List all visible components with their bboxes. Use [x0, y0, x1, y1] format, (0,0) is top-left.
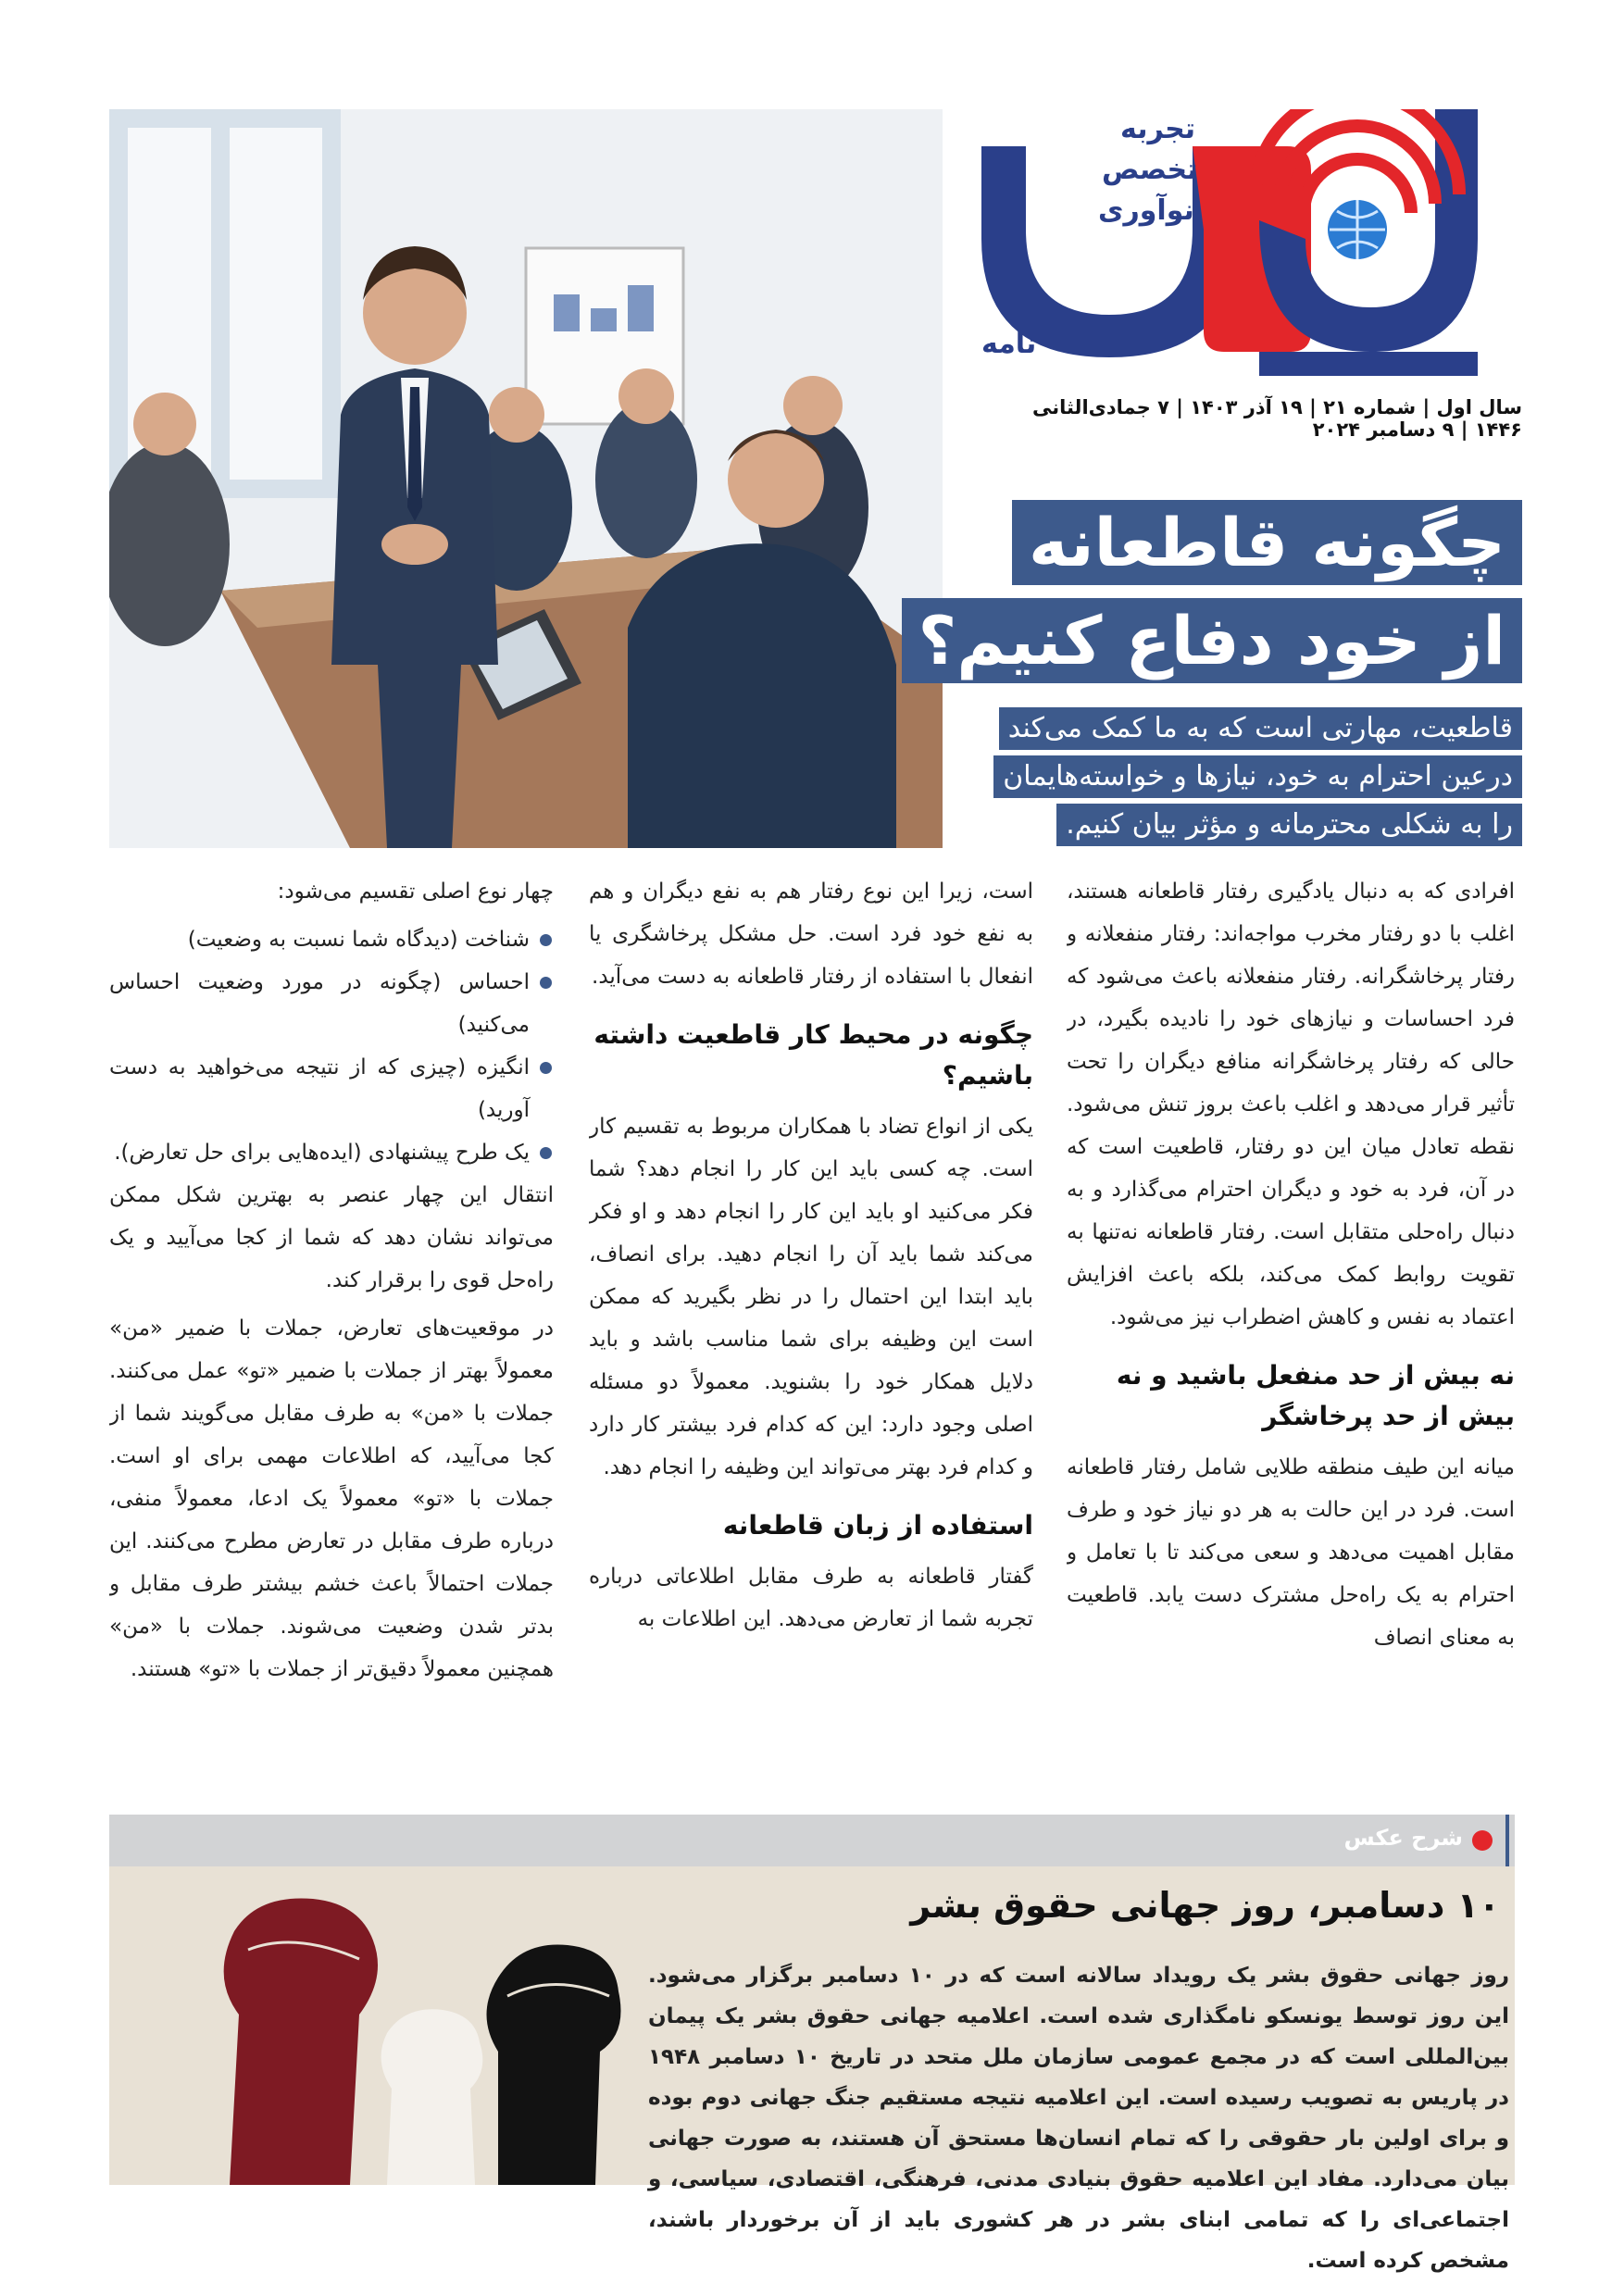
- issue-info: سال اول | شماره ۲۱ | ۱۹ آذر ۱۴۰۳ | ۷ جمادی‌الثانی ۱۴۴۶ | ۹ دسامبر ۲۰۲۴: [1031, 396, 1522, 441]
- logo-mark-icon: [981, 109, 1518, 387]
- caption-tag: [1267, 1815, 1509, 1866]
- logo-tag-expertise: تخصص: [1102, 154, 1198, 186]
- deck-line-3: را به شکلی محترمانه و مؤثر بیان کنیم.: [1056, 804, 1522, 846]
- col3-bullet-list: [109, 918, 554, 1174]
- col2-heading-1: چگونه در محیط کار قاطعیت داشته باشیم؟: [593, 1019, 1033, 1091]
- col2-heading-2: استفاده از زبان قاطعانه: [722, 1510, 1033, 1541]
- logo-tag-experience: تجربه: [1120, 113, 1196, 145]
- col1-paragraph-2: میانه این طیف منطقه طلایی شامل رفتار قاطعانه است. فرد در این حالت به هر دو نیاز خود و طرف مقابل اهمیت می‌دهد و سعی می‌کند تا با تعامل و احترام به یک راه‌حل مشترک دست یابد. قاطعیت به معنای انصاف: [1067, 1455, 1515, 1650]
- list-item: یک طرح پیشنهادی (ایده‌هایی برای حل تعارض).: [109, 1131, 554, 1174]
- logo-suffix: نامه: [981, 328, 1037, 360]
- caption-tag-label: شرح عکس: [1343, 1825, 1463, 1851]
- deck-line-1: قاطعیت، مهارتی است که به ما کمک می‌کند: [999, 707, 1522, 750]
- col2-paragraph-2: یکی از انواع تضاد با همکاران مربوط به تقسیم کار است. چه کسی باید این کار را انجام دهد؟ شما فکر می‌کنید او باید این کار را انجام دهد و او فکر می‌کند شما باید آن را انجام دهید. برای انصاف، باید ابتدا این احتمال را در نظر بگیرید که ممکن است این وظیفه برای شما مناسب باشد و باید دلایل همکار خود را بشنوید. معمولاً دو مسئله اصلی وجود دارد: این که کدام فرد بیشتر کار دارد و کدام فرد بهتر می‌تواند این وظیفه را انجام دهد.: [589, 1115, 1033, 1479]
- column-right: [1067, 870, 1515, 1805]
- red-dot-icon: [1472, 1830, 1493, 1851]
- col1-paragraph-1: افرادی که به دنبال یادگیری رفتار قاطعانه هستند، اغلب با دو رفتار مخرب مواجه‌اند: رفتار منفعلانه و رفتار پرخاشگرانه. رفتار منفعلانه باعث می‌شود که فرد احساسات و نیازهای خود را نادیده بگیرد، در حالی که رفتار پرخاشگرانه منافع دیگران را تحت تأثیر قرار می‌دهد و اغلب باعث بروز تنش می‌شود. نقطه تعادل میان این دو رفتار، قاطعیت است که در آن، فرد به خود و دیگران احترام می‌گذارد و به دنبال راه‌حلی متقابل است. رفتار قاطعانه نه‌تنها به تقویت روابط کمک می‌کند، بلکه باعث افزایش اعتماد به نفس و کاهش اضطراب نیز می‌شود.: [1067, 880, 1515, 1329]
- column-middle: [589, 870, 1033, 1805]
- headline-line-1: چگونه قاطعانه: [1012, 500, 1522, 585]
- col2-paragraph-1: است، زیرا این نوع رفتار هم به نفع دیگران و هم به نفع خود فرد است. حل مشکل پرخاشگری یا انفعال با استفاده از رفتار قاطعانه به دست می‌آید.: [589, 880, 1033, 989]
- col3-paragraph-2: در موقعیت‌های تعارض، جملات با ضمیر «من» معمولاً بهتر از جملات با ضمیر «تو» عمل می‌کنند. جملات با «من» به طرف مقابل می‌گویند شما از کجا می‌آیید، که اطلاعات مهمی برای او است. جملات با «تو» معمولاً یک ادعا، معمولاً منفی، درباره طرف مقابل در تعارض مطرح می‌کنند. این جملات احتمالاً باعث خشم بیشتر طرف مقابل و بدتر شدن وضعیت می‌شوند. جملات با «من» همچنین معمولاً دقیق‌تر از جملات با «تو» هستند.: [109, 1316, 554, 1681]
- col1-heading: نه بیش از حد منفعل باشید و نه بیش از حد پرخاشگر: [1116, 1360, 1515, 1431]
- hero-photo: [109, 109, 943, 848]
- col3-intro: چهار نوع اصلی تقسیم می‌شود:: [277, 880, 554, 904]
- list-item: انگیزه (چیزی که از نتیجه می‌خواهید به دست آورید): [109, 1046, 554, 1131]
- masthead-logo: [981, 109, 1518, 387]
- column-left: [109, 870, 554, 1805]
- caption-title: ۱۰ دسامبر، روز جهانی حقوق بشر: [910, 1885, 1500, 1926]
- logo-tag-innovation: نوآوری: [1098, 194, 1194, 227]
- col2-paragraph-3: گفتار قاطعانه به طرف مقابل اطلاعاتی درباره تجربه شما از تعارض می‌دهد. این اطلاعات به: [589, 1565, 1033, 1631]
- headline: [902, 500, 1523, 683]
- col3-paragraph-1: انتقال این چهار عنصر به بهترین شکل ممکن می‌تواند نشان دهد که شما از کجا می‌آیید و یک راه‌حل قوی را برقرار کند.: [109, 1183, 554, 1292]
- deck-line-2: درعین احترام به خود، نیازها و خواسته‌هایمان: [993, 755, 1522, 798]
- list-item: شناخت (دیدگاه شما نسبت به وضعیت): [109, 918, 554, 961]
- deck: [993, 707, 1522, 846]
- raised-fists-illustration: [109, 1866, 656, 2185]
- caption-text: روز جهانی حقوق بشر یک رویداد سالانه است که در ۱۰ دسامبر برگزار می‌شود. این روز توسط یونسکو نامگذاری شده است. اعلامیه جهانی حقوق بشر یک پیمان بین‌المللی است که در مجمع عمومی سازمان ملل متحد در تاریخ ۱۰ دسامبر ۱۹۴۸ در پاریس به تصویب رسیده است. این اعلامیه نتیجه مستقیم جنگ جهانی دوم بوده و برای اولین بار حقوقی را که تمام انسان‌ها مستحق آن هستند، به صورت جهانی بیان می‌دارد. مفاد این اعلامیه حقوق بنیادی مدنی، فرهنگی، اقتصادی، سیاسی، و اجتماعی‌ای را که تمامی ابنای بشر در هر کشوری باید از آن برخوردار باشند، مشخص کرده است.: [648, 1964, 1510, 2273]
- list-item: احساس (چگونه در مورد وضعیت احساس می‌کنید): [109, 961, 554, 1046]
- headline-line-2: از خود دفاع کنیم؟: [902, 598, 1523, 683]
